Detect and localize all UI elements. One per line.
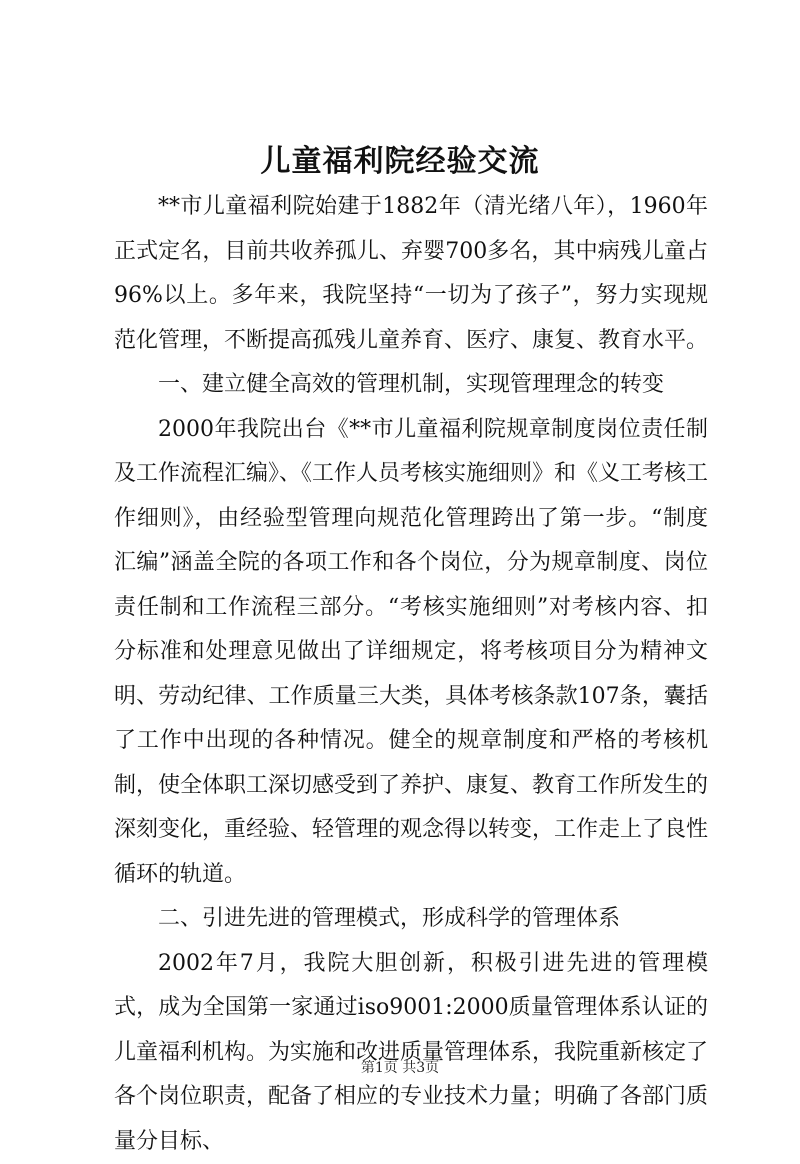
paragraph-intro: **市儿童福利院始建于1882年（清光绪八年），1960年正式定名，目前共收养孤儿、弃婴700多名，其中病残儿童占96%以上。多年来，我院坚持“一切为了孩子”，努力实现规范化管理，不断提高孤残儿童养育、医疗、康复、教育水平。 xyxy=(114,185,708,363)
section-heading-2: 二、引进先进的管理模式，形成科学的管理体系 xyxy=(114,897,708,942)
page-number-footer: 第1页 共3页 xyxy=(0,1058,800,1078)
section-heading-1: 一、建立健全高效的管理机制，实现管理理念的转变 xyxy=(114,363,708,408)
document-title: 儿童福利院经验交流 xyxy=(0,142,800,182)
document-body xyxy=(114,185,708,1164)
paragraph-section-1: 2000年我院出台《**市儿童福利院规章制度岗位责任制及工作流程汇编》、《工作人员考核实施细则》和《义工考核工作细则》，由经验型管理向规范化管理跨出了第一步。“制度汇编”涵盖全院的各项工作和各个岗位，分为规章制度、岗位责任制和工作流程三部分。“考核实施细则”对考核内容、扣分标准和处理意见做出了详细规定，将考核项目分为精神文明、劳动纪律、工作质量三大类，具体考核条款107条，囊括了工作中出现的各种情况。健全的规章制度和严格的考核机制，使全体职工深切感受到了养护、康复、教育工作所发生的深刻变化，重经验、轻管理的观念得以转变，工作走上了良性循环的轨道。 xyxy=(114,408,708,898)
paragraph-section-2: 2002年7月，我院大胆创新，积极引进先进的管理模式，成为全国第一家通过iso9001:2000质量管理体系认证的儿童福利机构。为实施和改进质量管理体系，我院重新核定了各个岗位职责，配备了相应的专业技术力量；明确了各部门质量分目标、 xyxy=(114,942,708,1164)
